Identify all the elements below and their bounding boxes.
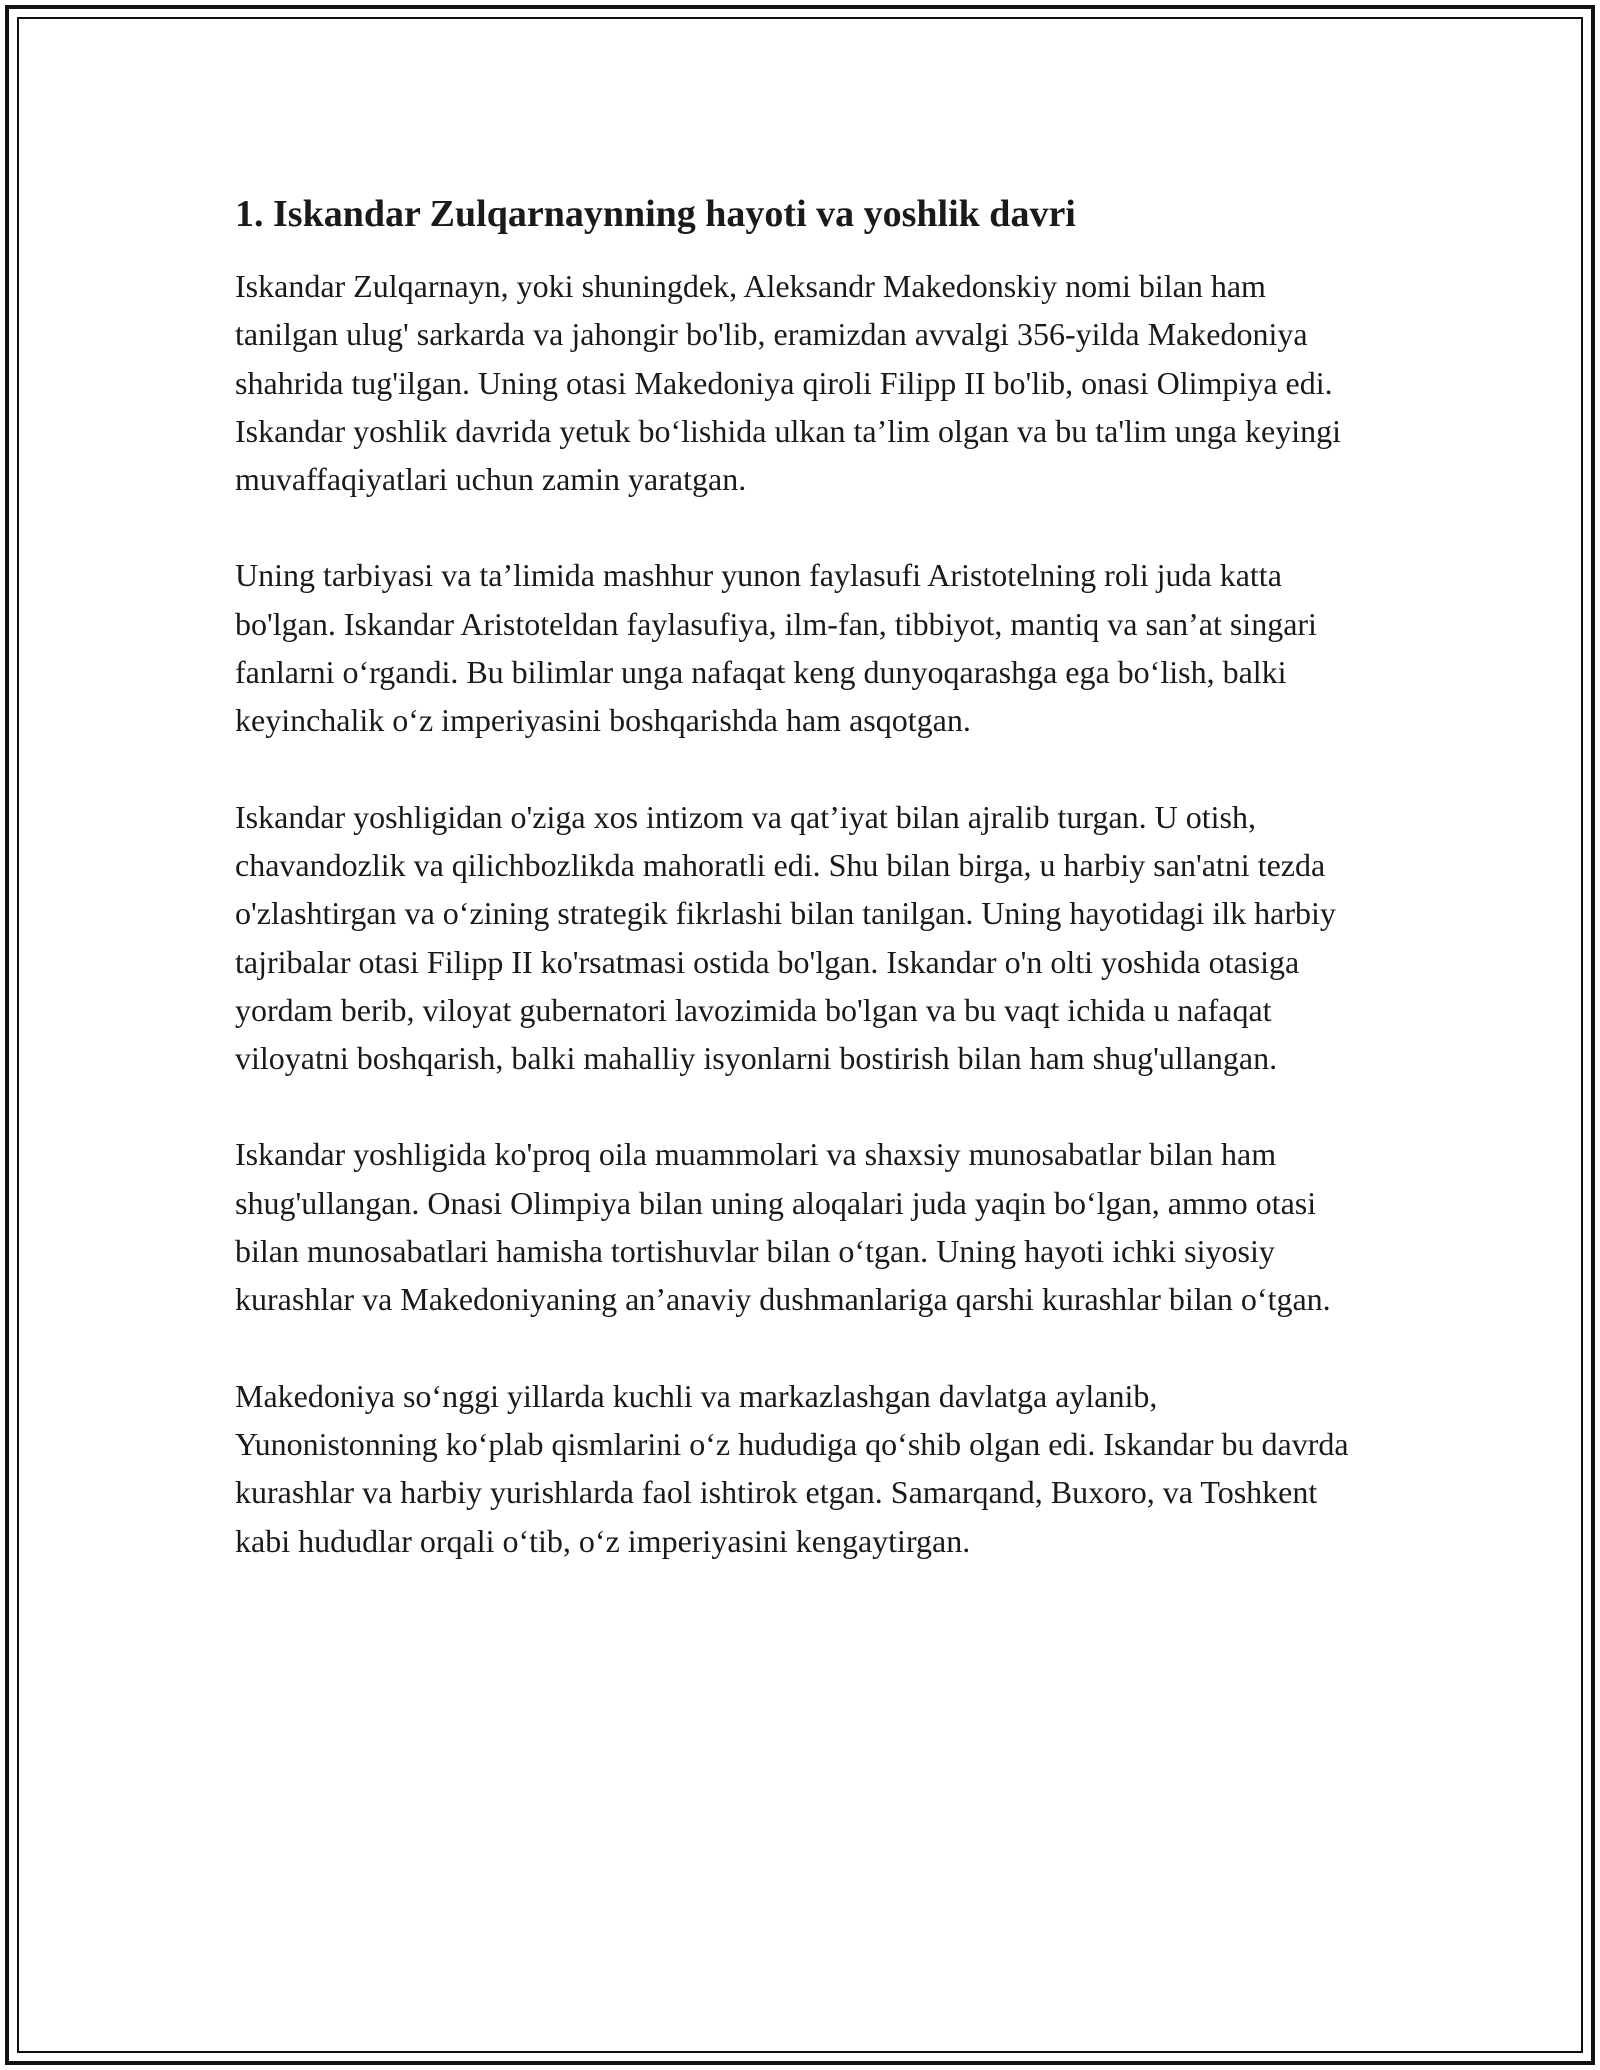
- paragraph-3: Iskandar yoshligidan o'ziga xos intizom va qatʼiyat bilan ajralib turgan. U otish, chavandozlik va qilichbozlikda mahoratli edi. Shu bilan birga, u harbiy san'atni tezda o'zlashtirgan va oʻzining strategik fikrlashi bilan tanilgan. Uning hayotidagi ilk harbiy tajribalar otasi Filipp II ko'rsatmasi ostida bo'lgan. Iskandar o'n olti yoshida otasiga yordam berib, viloyat gubernatori lavozimida bo'lgan va bu vaqt ichida u nafaqat viloyatni boshqarish, balki mahalliy isyonlarni bostirish bilan ham shug'ullangan.: [235, 798, 1336, 1077]
- paragraph-1: Iskandar Zulqarnayn, yoki shuningdek, Aleksandr Makedonskiy nomi bilan ham tanilgan ulug' sarkarda va jahongir bo'lib, eramizdan avvalgi 356-yilda Makedoniya shahrida tug'ilgan. Uning otasi Makedoniya qiroli Filipp II bo'lib, onasi Olimpiya edi. Iskandar yoshlik davrida yetuk boʻlishida ulkan taʼlim olgan va bu ta'lim unga keyingi muvaffaqiyatlari uchun zamin yaratgan.: [235, 268, 1341, 498]
- paragraph-5: Makedoniya soʻnggi yillarda kuchli va markazlashgan davlatga aylanib, Yunonistonning koʻplab qismlarini oʻz hududiga qoʻshib olgan edi. Iskandar bu davrda kurashlar va harbiy yurishlarda faol ishtirok etgan. Samarqand, Buxoro, va Toshkent kabi hududlar orqali oʻtib, oʻz imperiyasini kengaytirgan.: [235, 1377, 1349, 1559]
- document-body: [235, 190, 1365, 1613]
- paragraph-4: Iskandar yoshligida ko'proq oila muammolari va shaxsiy munosabatlar bilan ham shug'ullangan. Onasi Olimpiya bilan uning aloqalari juda yaqin boʻlgan, ammo otasi bilan munosabatlari hamisha tortishuvlar bilan oʻtgan. Uning hayoti ichki siyosiy kurashlar va Makedoniyaning anʼanaviy dushmanlariga qarshi kurashlar bilan oʻtgan.: [235, 1136, 1331, 1318]
- paragraph-2: Uning tarbiyasi va taʼlimida mashhur yunon faylasufi Aristotelning roli juda katta bo'lgan. Iskandar Aristoteldan faylasufiya, ilm-fan, tibbiyot, mantiq va sanʼat singari fanlarni oʻrgandi. Bu bilimlar unga nafaqat keng dunyoqarashga ega boʻlish, balki keyinchalik oʻz imperiyasini boshqarishda ham asqotgan.: [235, 557, 1317, 739]
- section-heading: 1. Iskandar Zulqarnaynning hayoti va yoshlik davri: [235, 193, 1076, 235]
